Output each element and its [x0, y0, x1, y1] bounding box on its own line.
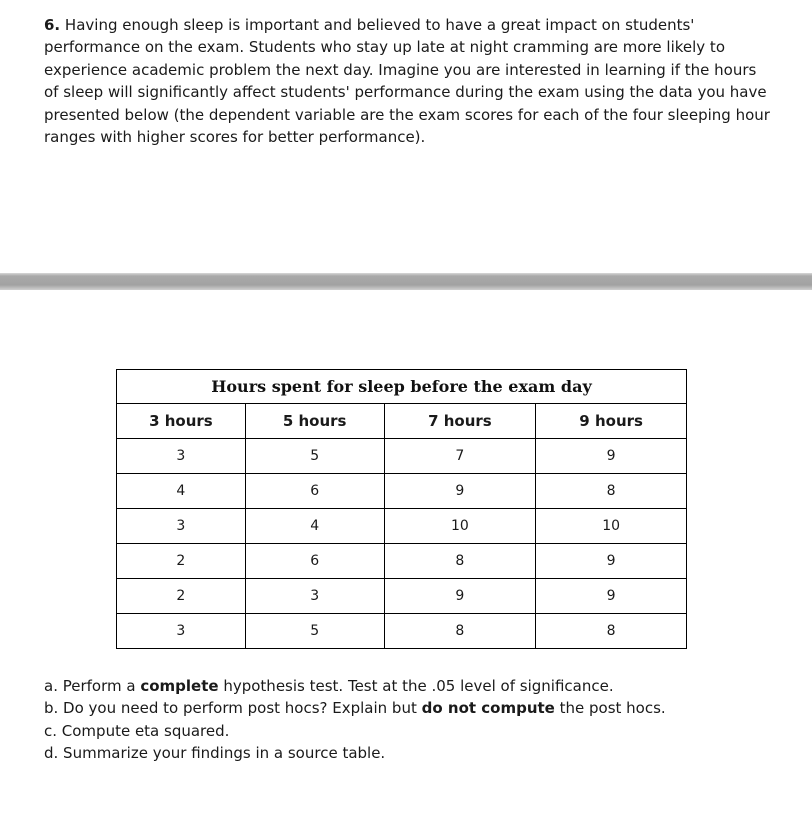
- table-cell: 4: [245, 509, 384, 544]
- table-cell: 6: [245, 544, 384, 579]
- table-cell: 10: [536, 509, 687, 544]
- part-b-text: b. Do you need to perform post hocs? Explain but: [44, 699, 422, 718]
- table-cell: 7: [384, 439, 536, 474]
- part-a-text-end: hypothesis test. Test at the .05 level of significance.: [218, 677, 614, 695]
- table-title-row: [117, 370, 687, 404]
- table-cell: 8: [536, 614, 687, 649]
- table-cell: 3: [117, 614, 246, 649]
- table-cell: 3: [245, 579, 384, 614]
- table-cell: 2: [117, 544, 246, 579]
- part-b-text-end: the post hocs.: [554, 699, 666, 718]
- table-row: [117, 439, 687, 474]
- table-cell: 3: [117, 509, 246, 544]
- table-cell: 10: [384, 509, 536, 544]
- table-row: [117, 579, 687, 614]
- table-cell: 9: [536, 439, 687, 474]
- table-cell: 8: [384, 614, 536, 649]
- table-cell: 4: [117, 474, 246, 509]
- table-cell: 6: [245, 474, 384, 509]
- table-row: [117, 474, 687, 509]
- part-c: c. Compute eta squared.: [44, 721, 230, 740]
- table-row: [117, 614, 687, 649]
- section-divider: [0, 273, 812, 290]
- table-cell: 9: [384, 579, 536, 614]
- table-title: Hours spent for sleep before the exam day: [117, 370, 687, 404]
- table-header-row: [117, 404, 687, 439]
- part-b-emphasis: do not compute: [421, 699, 555, 718]
- table-cell: 5: [245, 439, 384, 474]
- question-text: [44, 14, 774, 148]
- table-cell: 9: [536, 579, 687, 614]
- table-row: [117, 544, 687, 579]
- sleep-data-table: [116, 369, 687, 649]
- column-header: 9 hours: [536, 404, 687, 439]
- column-header: 3 hours: [117, 404, 246, 439]
- column-header: 7 hours: [384, 404, 536, 439]
- table-cell: 2: [117, 579, 246, 614]
- part-b: [44, 697, 784, 719]
- question-parts: [44, 675, 784, 765]
- table-cell: 8: [536, 474, 687, 509]
- table-cell: 8: [384, 544, 536, 579]
- question-body: Having enough sleep is important and believed to have a great impact on students' performance on the exam. Students who stay up late at night cramming are more likely to experience academic problem the next day. Imagine you are interested in learning if the hours of sleep will significantly affect students' performance during the exam using the data you have presented below (the dependent variable are the exam scores for each of the four sleeping hour ranges with higher scores for better performance).: [44, 16, 770, 147]
- question-number: 6.: [44, 16, 61, 34]
- table-cell: 3: [117, 439, 246, 474]
- part-d: d. Summarize your findings in a source table.: [44, 744, 386, 763]
- table-row: [117, 509, 687, 544]
- part-a-emphasis: complete: [140, 677, 219, 695]
- column-header: 5 hours: [245, 404, 384, 439]
- table-cell: 5: [245, 614, 384, 649]
- table-cell: 9: [536, 544, 687, 579]
- part-a-text: a. Perform a: [44, 677, 141, 695]
- part-a: [44, 675, 784, 697]
- table-cell: 9: [384, 474, 536, 509]
